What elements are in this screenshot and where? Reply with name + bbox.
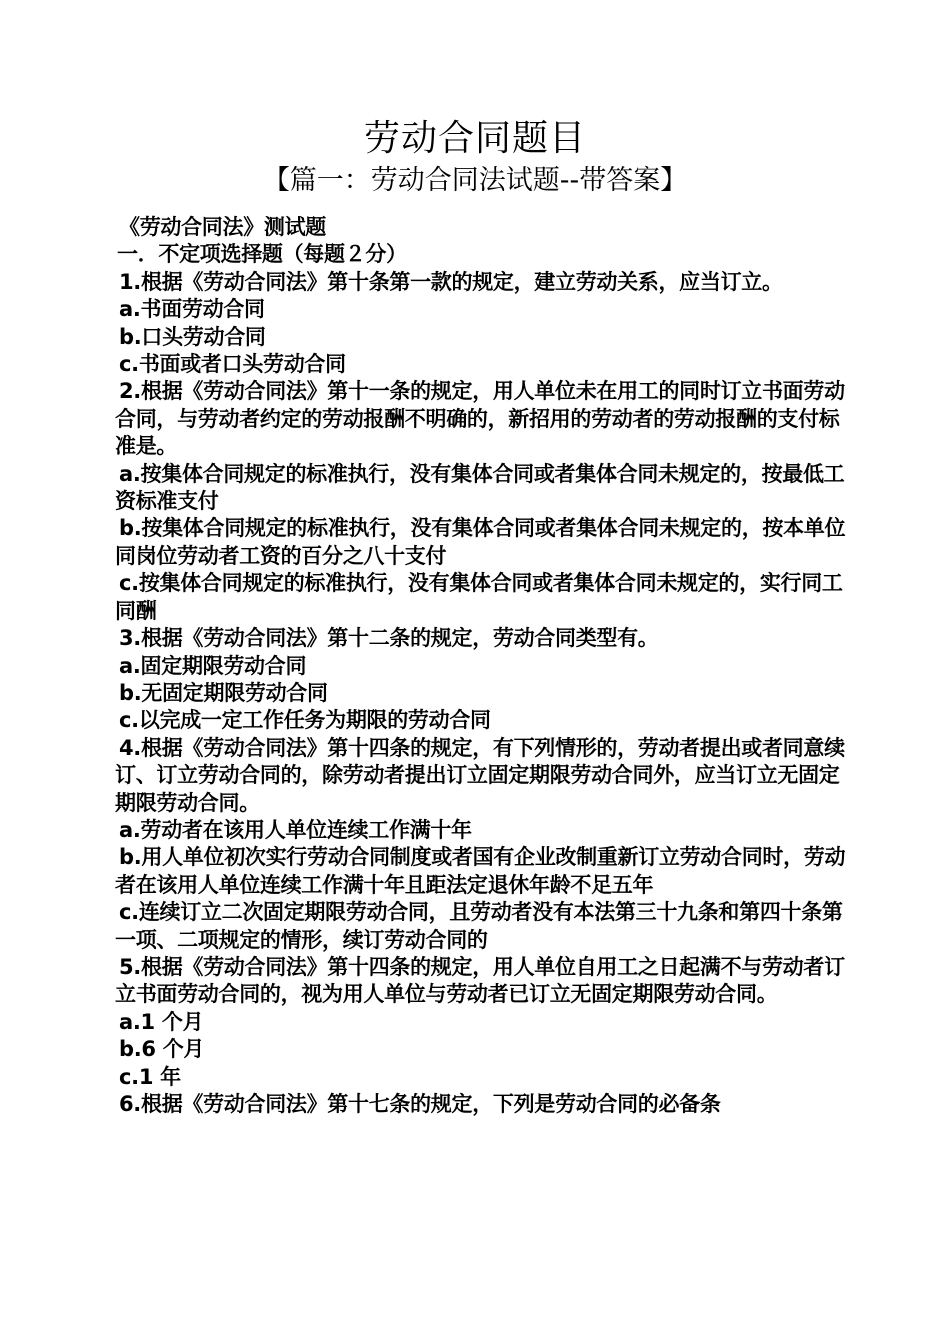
answer-option: a.劳动者在该用人单位连续工作满十年 [119, 817, 472, 842]
question-text: 3.根据《劳动合同法》第十二条的规定，劳动合同类型有。 [119, 626, 659, 651]
question-2 [115, 378, 850, 625]
document-subtitle: 【篇一：劳动合同法试题--带答案】 [262, 165, 688, 196]
question-text: 6.根据《劳动合同法》第十七条的规定，下列是劳动合同的必备条 [119, 1092, 721, 1116]
answer-option: a.固定期限劳动合同 [119, 653, 307, 678]
answer-option: a.1 个月 [119, 1009, 204, 1034]
question-6 [115, 1091, 850, 1118]
document-title: 劳动合同题目 [363, 118, 586, 159]
question-5 [115, 954, 850, 1091]
answer-option: b.按集体合同规定的标准执行，没有集体合同或者集体合同未规定的，按本单位同岗位劳动者工资的百分之八十支付 [115, 516, 846, 568]
answer-option: a.书面劳动合同 [119, 297, 265, 322]
answer-option: c.书面或者口头劳动合同 [119, 352, 346, 377]
question-4 [115, 735, 850, 954]
answer-option: c.按集体合同规定的标准执行，没有集体合同或者集体合同未规定的，实行同工同酬 [115, 571, 843, 623]
question-text: 2.根据《劳动合同法》第十一条的规定，用人单位未在用工的同时订立书面劳动合同，与劳动者约定的劳动报酬不明确的，新招用的劳动者的劳动报酬的支付标准是。 [115, 379, 845, 459]
question-text: 5.根据《劳动合同法》第十四条的规定，用人单位自用工之日起满不与劳动者订立书面劳动合同的，视为用人单位与劳动者已订立无固定期限劳动合同。 [115, 954, 845, 1007]
answer-option: c.以完成一定工作任务为期限的劳动合同 [119, 708, 491, 733]
document-body [115, 214, 850, 1118]
answer-option: b.无固定期限劳动合同 [119, 680, 328, 705]
question-1 [115, 269, 850, 379]
answer-option: b.6 个月 [119, 1037, 205, 1062]
answer-option: b.口头劳动合同 [119, 324, 266, 349]
answer-option: b.用人单位初次实行劳动合同制度或者国有企业改制重新订立劳动合同时，劳动者在该用人单位连续工作满十年且距法定退休年龄不足五年 [115, 845, 846, 897]
answer-option: c.1 年 [119, 1064, 181, 1089]
section-heading: 一．不定项选择题（每题２分） [117, 242, 407, 267]
question-3 [115, 625, 850, 735]
question-text: 4.根据《劳动合同法》第十四条的规定，有下列情形的，劳动者提出或者同意续订、订立劳动合同的，除劳动者提出订立固定期限劳动合同外，应当订立无固定期限劳动合同。 [115, 735, 845, 815]
question-text: 1.根据《劳动合同法》第十条第一款的规定，建立劳动关系，应当订立。 [119, 269, 783, 294]
answer-option: a.按集体合同规定的标准执行，没有集体合同或者集体合同未规定的，按最低工资标准支付 [115, 461, 845, 514]
answer-option: c.连续订立二次固定期限劳动合同，且劳动者没有本法第三十九条和第四十条第一项、二项规定的情形，续订劳动合同的 [115, 900, 843, 952]
test-heading: 《劳动合同法》测试题 [119, 215, 326, 239]
